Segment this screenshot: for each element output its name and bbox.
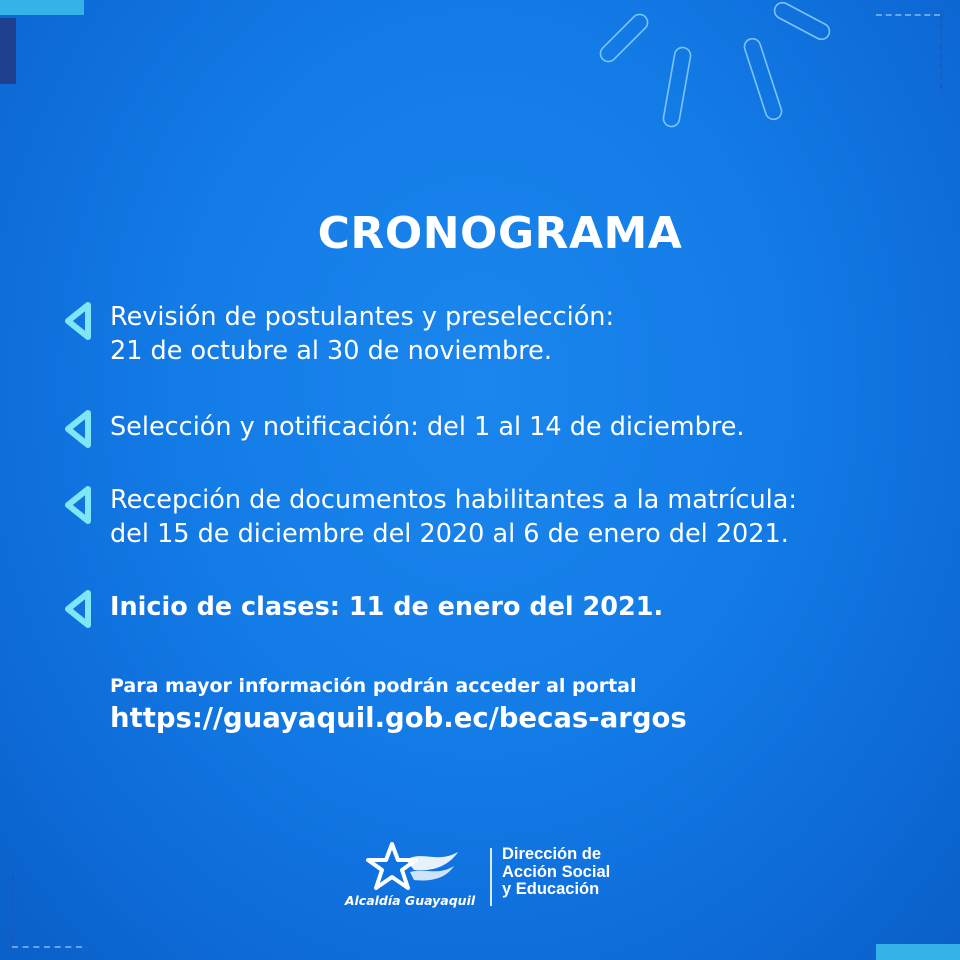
corner-bar-light <box>0 0 84 15</box>
dashed-line-top-right <box>876 14 940 16</box>
schedule-item <box>110 590 663 624</box>
department-line: y Educación <box>502 880 600 898</box>
triangle-left-icon <box>62 485 96 525</box>
decorative-rays <box>580 0 860 130</box>
schedule-line: Inicio de clases: 11 de enero del 2021. <box>110 592 664 622</box>
department-line: Acción Social <box>502 862 611 881</box>
schedule-line: 21 de octubre al 30 de noviembre. <box>110 336 552 366</box>
schedule-item <box>110 300 614 368</box>
schedule-item <box>110 410 745 444</box>
logo-caption: Alcaldía Guayaquil <box>344 893 476 908</box>
schedule-item <box>110 483 797 551</box>
schedule-line: del 15 de diciembre del 2020 al 6 de enero del 2021. <box>110 519 789 549</box>
corner-bar-bottom-right <box>876 944 960 960</box>
dashed-line-bottom <box>12 946 82 948</box>
corner-bar-dark <box>0 18 16 84</box>
star-flag-logo <box>362 842 462 894</box>
dashed-line-bottom-left <box>12 875 14 945</box>
portal-link[interactable]: https://guayaquil.gob.ec/becas-argos <box>110 702 687 734</box>
schedule-line: Selección y notificación: del 1 al 14 de diciembre. <box>110 412 745 442</box>
schedule-line: Revisión de postulantes y preselección: <box>110 302 615 332</box>
department-line: Dirección de <box>502 845 602 863</box>
triangle-left-icon <box>62 589 96 629</box>
page-title: CRONOGRAMA <box>317 208 683 259</box>
triangle-left-icon <box>62 301 96 341</box>
schedule-line: Recepción de documentos habilitantes a la matrícula: <box>110 485 797 515</box>
footer-divider <box>490 848 492 906</box>
department-name <box>502 846 610 899</box>
dashed-line-right <box>940 14 942 89</box>
info-text: Para mayor información podrán acceder al portal <box>110 675 637 697</box>
triangle-left-icon <box>62 409 96 449</box>
